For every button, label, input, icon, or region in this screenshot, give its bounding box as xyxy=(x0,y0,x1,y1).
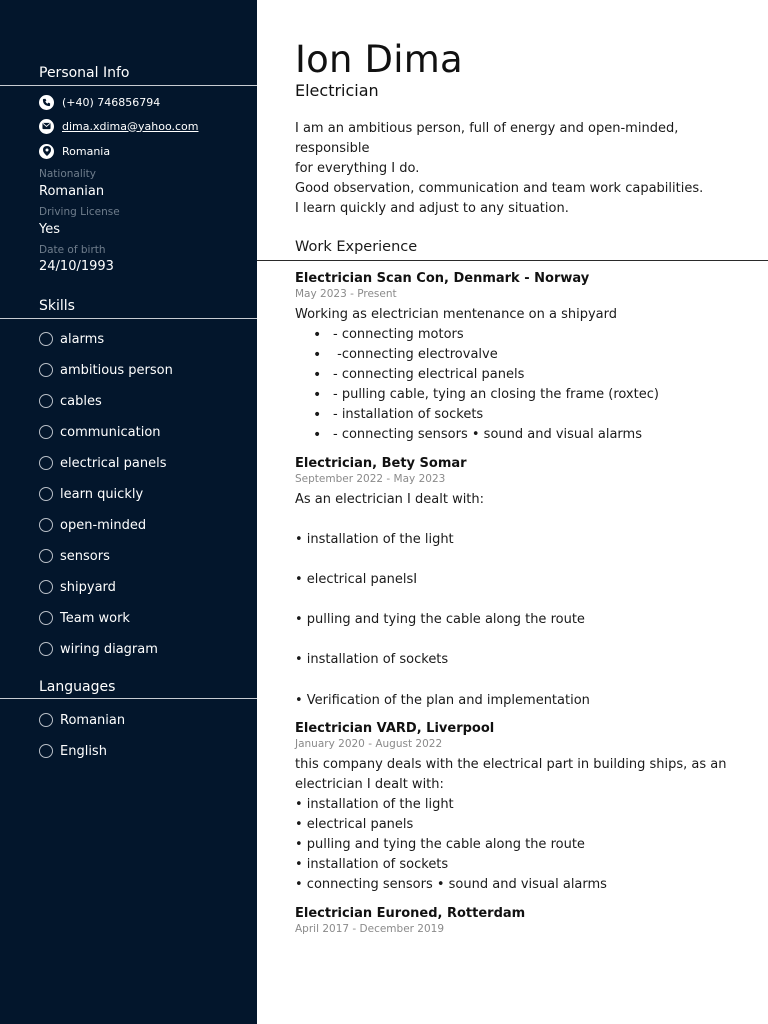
job-line: • Verification of the plan and implementation xyxy=(295,693,590,708)
email-icon xyxy=(39,119,54,134)
skill-item xyxy=(39,516,146,534)
work-experience-title: Work Experience xyxy=(295,239,418,255)
job-line: As an electrician I dealt with: xyxy=(295,492,485,507)
sidebar xyxy=(0,0,257,1024)
summary-line: for everything I do. xyxy=(295,161,420,176)
nationality-value: Romanian xyxy=(39,184,105,199)
job-title: Electrician Euroned, Rotterdam xyxy=(295,906,526,921)
candidate-name: Ion Dima xyxy=(295,38,463,81)
job-title: Electrician VARD, Liverpool xyxy=(295,721,495,736)
summary-line: I learn quickly and adjust to any situation. xyxy=(295,201,569,216)
job-line: • installation of sockets xyxy=(295,652,449,667)
skill-label: Team work xyxy=(60,610,130,626)
job-line: electrician I dealt with: xyxy=(295,777,444,792)
job-bullet: • - connecting electrical panels xyxy=(313,367,525,383)
job-bullet-text: - connecting sensors • sound and visual alarms xyxy=(333,427,642,442)
job-dates: January 2020 - August 2022 xyxy=(295,738,443,750)
job-title: Electrician, Bety Somar xyxy=(295,456,467,471)
phone-row xyxy=(39,94,160,110)
phone-icon xyxy=(39,95,54,110)
skill-item xyxy=(39,485,143,503)
job-line: • pulling and tying the cable along the route xyxy=(295,837,585,852)
skill-item xyxy=(39,423,161,441)
job-line: • electrical panels xyxy=(295,817,414,832)
language-item xyxy=(39,742,107,760)
date-of-birth-label: Date of birth xyxy=(39,244,106,256)
circle-outline-icon xyxy=(39,713,53,727)
job-bullet-text: - pulling cable, tying an closing the frame (roxtec) xyxy=(333,387,659,402)
skill-label: ambitious person xyxy=(60,362,173,378)
skill-item xyxy=(39,330,104,348)
job-bullet-text: -connecting electrovalve xyxy=(333,347,498,362)
summary-line: Good observation, communication and team work capabilities. xyxy=(295,181,704,196)
skill-label: open-minded xyxy=(60,517,147,533)
personal-info-title: Personal Info xyxy=(39,65,130,81)
skill-item xyxy=(39,361,173,379)
summary xyxy=(295,119,703,219)
nationality-label: Nationality xyxy=(39,168,97,180)
job-dates: May 2023 - Present xyxy=(295,288,397,300)
skill-label: cables xyxy=(60,393,102,409)
work-experience-divider xyxy=(257,260,768,261)
languages-divider xyxy=(0,698,257,699)
circle-outline-icon xyxy=(39,580,53,594)
language-label: English xyxy=(60,743,107,759)
skill-label: communication xyxy=(60,424,161,440)
skill-label: alarms xyxy=(60,331,105,347)
job-bullet-text: - installation of sockets xyxy=(333,407,484,422)
job-bullet: • - connecting motors xyxy=(313,327,464,343)
job-bullet: • -connecting electrovalve xyxy=(313,347,498,363)
circle-outline-icon xyxy=(39,518,53,532)
skill-item xyxy=(39,609,130,627)
job-line: this company deals with the electrical part in building ships, as an xyxy=(295,757,727,772)
email-row xyxy=(39,118,198,134)
personal-info-divider xyxy=(0,85,257,86)
job-bullet-text: - connecting electrical panels xyxy=(333,367,525,382)
skill-label: learn quickly xyxy=(60,486,144,502)
language-label: Romanian xyxy=(60,712,126,728)
skill-item xyxy=(39,640,158,658)
job-line: • electrical panelsI xyxy=(295,572,418,587)
circle-outline-icon xyxy=(39,363,53,377)
skills-title: Skills xyxy=(39,298,75,314)
skill-label: electrical panels xyxy=(60,455,167,471)
job-bullet: • - pulling cable, tying an closing the frame (roxtec) xyxy=(313,387,659,403)
job-dates: April 2017 - December 2019 xyxy=(295,923,445,935)
circle-outline-icon xyxy=(39,332,53,346)
location-pin-icon xyxy=(39,144,54,159)
skill-label: shipyard xyxy=(60,579,116,595)
job-bullet: • - installation of sockets xyxy=(313,407,484,423)
job-line: • connecting sensors • sound and visual alarms xyxy=(295,877,607,892)
location-row xyxy=(39,143,110,159)
job-line: • installation of the light xyxy=(295,797,454,812)
location-text: Romania xyxy=(62,144,111,158)
date-of-birth-value: 24/10/1993 xyxy=(39,259,114,274)
skill-label: sensors xyxy=(60,548,110,564)
job-bullet-text: - connecting motors xyxy=(333,327,464,342)
main-content xyxy=(257,0,768,1024)
job-dates: September 2022 - May 2023 xyxy=(295,473,446,485)
skill-item xyxy=(39,392,102,410)
job-title: Electrician Scan Con, Denmark - Norway xyxy=(295,271,590,286)
email-link[interactable]: dima.xdima@yahoo.com xyxy=(62,119,199,133)
job-line: • installation of sockets xyxy=(295,857,449,872)
circle-outline-icon xyxy=(39,425,53,439)
driving-license-label: Driving License xyxy=(39,206,120,218)
circle-outline-icon xyxy=(39,549,53,563)
languages-title: Languages xyxy=(39,679,116,695)
job-bullet: • - connecting sensors • sound and visual alarms xyxy=(313,427,642,443)
skill-item xyxy=(39,547,110,565)
skill-item xyxy=(39,454,167,472)
driving-license-value: Yes xyxy=(39,222,60,237)
job-line: • pulling and tying the cable along the route xyxy=(295,612,585,627)
circle-outline-icon xyxy=(39,456,53,470)
skills-divider xyxy=(0,318,257,319)
circle-outline-icon xyxy=(39,744,53,758)
skill-item xyxy=(39,578,116,596)
job-intro: Working as electrician mentenance on a shipyard xyxy=(295,307,617,322)
circle-outline-icon xyxy=(39,611,53,625)
summary-line: responsible xyxy=(295,141,370,156)
summary-line: I am an ambitious person, full of energy and open-minded, xyxy=(295,121,679,136)
candidate-title: Electrician xyxy=(295,81,379,100)
skill-label: wiring diagram xyxy=(60,641,158,657)
circle-outline-icon xyxy=(39,394,53,408)
language-item xyxy=(39,711,125,729)
phone-text: (+40) 746856794 xyxy=(62,95,161,109)
circle-outline-icon xyxy=(39,487,53,501)
job-line: • installation of the light xyxy=(295,532,454,547)
circle-outline-icon xyxy=(39,642,53,656)
